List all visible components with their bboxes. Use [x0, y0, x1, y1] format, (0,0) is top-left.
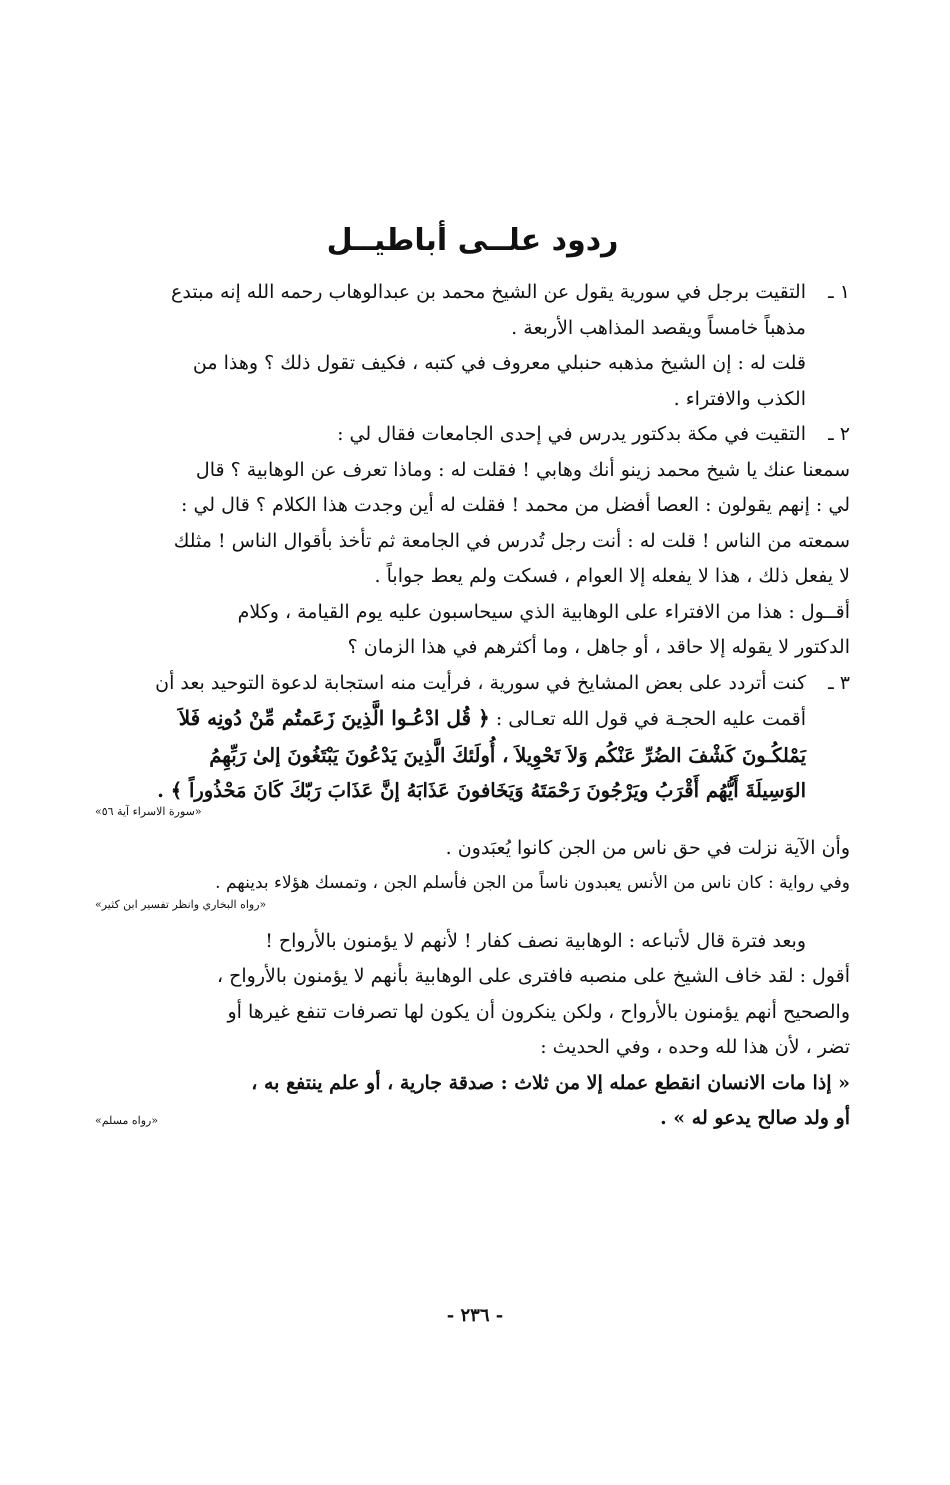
item-2-number: ٢ ـ: [828, 423, 850, 445]
item-2-line-7: الدكتور لا يقوله إلا حاقد ، أو جاهل ، وما أكثرهم في هذا الزمان ؟: [347, 636, 850, 658]
hadith-line-2-row: [95, 1101, 850, 1139]
item-2-line-1: ٢ ـالتقيت في مكة بدكتور يدرس في إحدى الجامعات فقال لي :: [95, 417, 850, 453]
hadith-line-1: « إذا مات الانسان انقطع عمله إلا من ثلاث : صدقة جارية ، أو علم ينتفع به ،: [251, 1071, 850, 1094]
item-1-line-2: مذهباً خامساً ويقصد المذاهب الأربعة .: [511, 316, 806, 339]
item-1-line-4: الكذب والافتراء .: [673, 387, 806, 410]
item-1-number: ١ ـ: [828, 281, 850, 303]
quran-verse-line-3: الوَسِيلَةَ أَيُّهُم أَقْرَبُ ويَرْجُونَ رَحْمَتَهُ وَيَخَافونَ عَذَابَهُ إنَّ عَذَابَ رَبّكَ كَانَ مَحْذُوراً ﴾ .: [157, 779, 806, 802]
document-page: [95, 215, 850, 1139]
item-3-after-line-1: وأن الآية نزلت في حق ناس من الجن كانوا يُعبَدون .: [445, 836, 850, 859]
riwaya-reference: «رواه البخاري وانظر تفسير ابن كثير»: [95, 897, 267, 911]
item-3: [95, 666, 850, 1139]
quran-verse-line-2: يَمْلكُـونَ كَشْفَ الضُرِّ عَنْكُم وَلاَ تَحْوِيلاَ ، أُولَئكَ الَّذِينَ يَدْعُونَ يَبْتَغُونَ إلىٰ رَبِّهِمُ: [209, 743, 806, 767]
item-3-final-line-2: أقول : لقد خاف الشيخ على منصبه فافترى على الوهابية بأنهم لا يؤمنون بالأرواح ،: [216, 965, 850, 987]
hadith-line-2: أو ولد صالح يدعو له » .: [660, 1107, 850, 1129]
item-3-line-2: أقمت عليه الحجـة في قول الله تعـالى : ﴿ قُل ادْعُـوا الَّذِينَ زَعَمتُم مِّنْ دُونِه فَلاَ: [178, 706, 806, 730]
item-2-line-6: أقــول : هذا من الافتراء على الوهابية الذي سيحاسبون عليه يوم القيامة ، وكلام: [237, 600, 850, 623]
item-3-final-line-1: وبعد فترة قال لأتباعه : الوهابية نصف كفار ! لأنهم لا يؤمنون بالأرواح !: [265, 929, 806, 952]
item-1: [95, 275, 850, 417]
item-1-line-1: ١ ـالتقيت برجل في سورية يقول عن الشيخ محمد بن عبدالوهاب رحمه الله إنه مبتدع: [95, 275, 850, 311]
item-2: [95, 417, 850, 666]
item-3-final-line-3: والصحيح أنهم يؤمنون بالأرواح ، ولكن ينكرون أن يكون لها تصرفات تنفع غيرها أو: [227, 1000, 850, 1023]
page-title: ردود علــى أباطيــل: [326, 223, 619, 258]
item-3-final-line-4: تضر ، لأن هذا لله وحده ، وفي الحديث :: [540, 1036, 850, 1058]
item-3-line-1: ٣ ـكنت أتردد على بعض المشايخ في سورية ، فرأيت منه استجابة لدعوة التوحيد بعد أن: [95, 666, 850, 702]
quran-verse-start: ﴿ قُل ادْعُـوا الَّذِينَ زَعَمتُم مِّنْ دُونِه فَلاَ: [178, 706, 490, 730]
item-3-number: ٣ ـ: [828, 671, 850, 694]
page-number: - ٢٣٦ -: [446, 1305, 504, 1326]
item-2-line-3: لي : إنهم يقولون : العصا أفضل من محمد ! فقلت له أين وجدت هذا الكلام ؟ قال لي :: [181, 494, 850, 516]
quran-reference: «سورة الاسراء آية ٥٦»: [95, 804, 202, 818]
item-1-line-3: قلت له : إن الشيخ مذهبه حنبلي معروف في كتبه ، فكيف تقول ذلك ؟ وهذا من: [192, 352, 806, 374]
item-2-line-2: سمعنا عنك يا شيخ محمد زينو أنك وهابي ! فقلت له : وماذا تعرف عن الوهابية ؟ قال: [195, 458, 850, 481]
hadith-reference: «رواه مسلم»: [95, 1114, 159, 1127]
item-3-after-line-2: وفي رواية : كان ناس من الأنس يعبدون ناساً من الجن فأسلم الجن ، وتمسك هؤلاء بدينهم .: [215, 873, 850, 893]
item-2-line-4: سمعته من الناس ! قلت له : أنت رجل تُدرس في الجامعة ثم تأخذ بأقوال الناس ! مثلك: [173, 529, 850, 552]
item-2-line-5: لا يفعل ذلك ، هذا لا يفعله إلا العوام ، فسكت ولم يعط جواباً .: [374, 565, 850, 587]
